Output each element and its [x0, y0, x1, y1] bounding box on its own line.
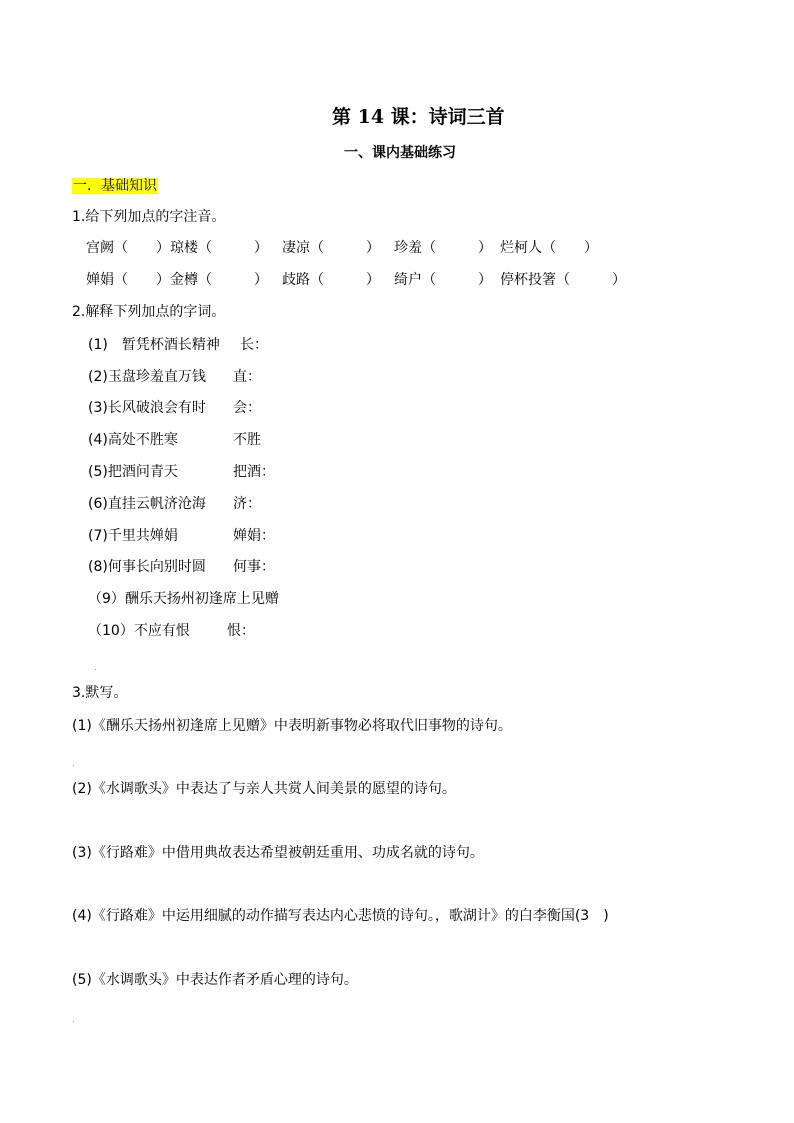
q2-phrase: (7)千里共婵娟 — [88, 528, 178, 544]
q2-heading: 2.解释下列加点的字词。 — [72, 304, 226, 320]
q2-phrase: (6)直挂云帆济沧海 — [88, 496, 206, 512]
q2-phrase: (1) 暂凭杯酒长精神 — [88, 337, 220, 353]
q1-item: 歧路（ ） — [282, 272, 380, 288]
q2-word: 恨： — [227, 623, 255, 639]
q3-item: (3)《行路难》中借用典故表达希望被朝廷重用、功成名就的诗句。 — [72, 845, 484, 861]
q2-word: 济： — [233, 496, 261, 512]
q2-phrase: (8)何事长向别时圆 — [88, 559, 206, 575]
q1-item: 宫阙（ ） — [86, 240, 170, 256]
paragraph-mark-icon: . — [94, 663, 97, 673]
q2-word: 婵娟： — [233, 528, 275, 544]
q3-item: (5)《水调歌头》中表达作者矛盾心理的诗句。 — [72, 972, 358, 988]
q1-item: 烂柯人（ ） — [500, 240, 598, 256]
q3-item: (1)《酬乐天扬州初逢席上见赠》中表明新事物必将取代旧事物的诗句。 — [72, 718, 512, 734]
q1-item: 婵娟（ ） — [86, 272, 170, 288]
q2-phrase: (5)把酒问青天 — [88, 464, 178, 480]
q3-heading: 3.默写。 — [72, 685, 128, 701]
q1-item: 绮户（ ） — [394, 272, 492, 288]
q2-word: 何事： — [233, 559, 275, 575]
q2-phrase: （9）酬乐天扬州初逢席上见赠 — [88, 591, 279, 607]
q2-word: 把酒： — [233, 464, 275, 480]
paragraph-mark-icon: . — [72, 1015, 75, 1025]
paragraph-mark-icon: . — [72, 759, 75, 769]
q2-word: 不胜 — [233, 432, 261, 448]
q2-word: 长： — [240, 337, 268, 353]
q1-item: 珍羞（ ） — [394, 240, 492, 256]
q1-item: 凄凉（ ） — [282, 240, 380, 256]
q2-phrase: (2)玉盘珍羞直万钱 — [88, 369, 206, 385]
q2-word: 会： — [233, 400, 261, 416]
q3-item: (2)《水调歌头》中表达了与亲人共赏人间美景的愿望的诗句。 — [72, 781, 456, 797]
section-heading-basics: 一．基础知识 — [73, 178, 157, 194]
q1-heading: 1.给下列加点的字注音。 — [72, 209, 226, 225]
page-subtitle: 一、课内基础练习 — [344, 145, 456, 161]
q1-item: 停杯投箸（ ） — [500, 272, 626, 288]
q2-phrase: (4)高处不胜寒 — [88, 432, 178, 448]
q2-phrase: （10）不应有恨 — [88, 623, 190, 639]
q2-phrase: (3)长风破浪会有时 — [88, 400, 206, 416]
q1-item: 琼楼（ ） — [170, 240, 268, 256]
q3-item: (4)《行路难》中运用细腻的动作描写表达内心悲愤的诗句。，歌湖计》的白李衡国(3 ) — [72, 908, 609, 924]
q1-item: 金樽（ ） — [170, 272, 268, 288]
page-title: 第 14 课：诗词三首 — [332, 106, 505, 128]
q2-word: 直： — [233, 369, 261, 385]
